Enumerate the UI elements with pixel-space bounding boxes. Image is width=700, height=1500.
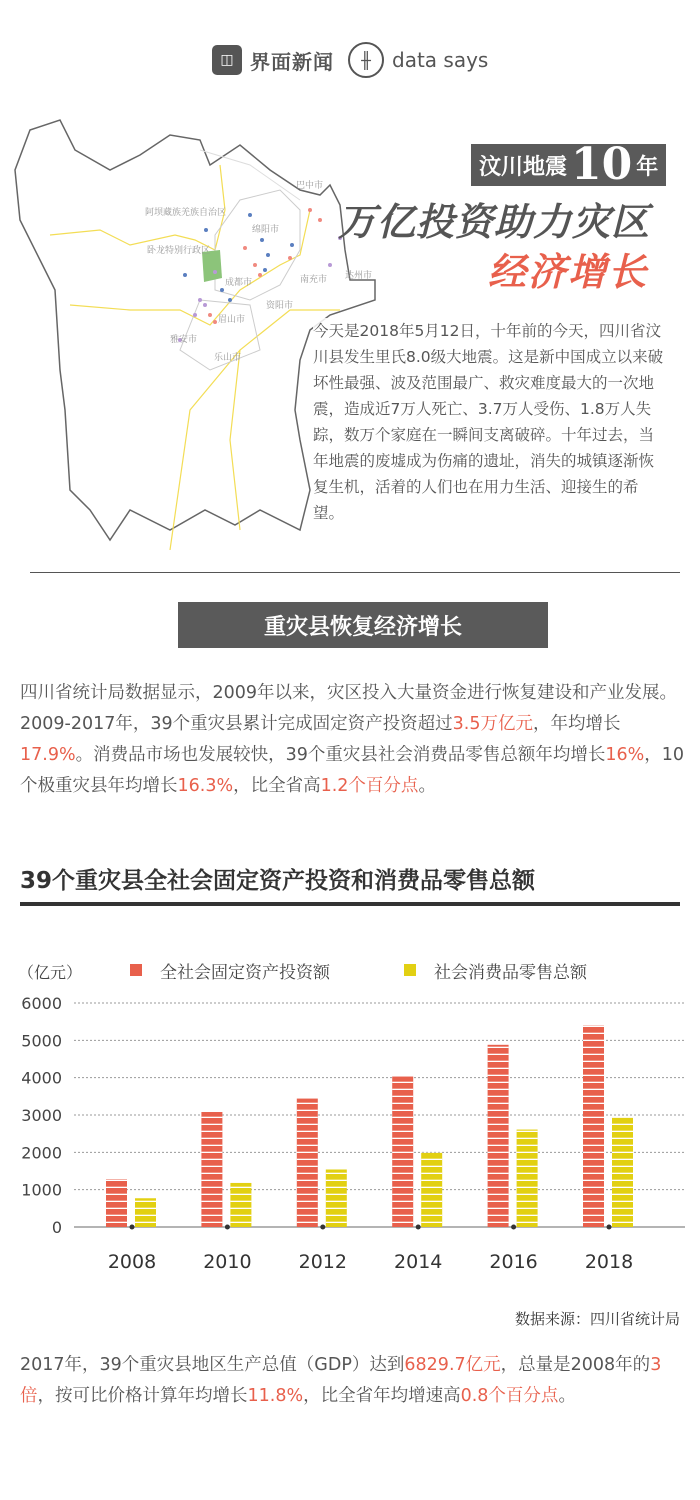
bar-stripe (135, 1198, 156, 1227)
map-label: 眉山市 (218, 315, 246, 325)
x-tick-label: 2008 (107, 1251, 157, 1273)
bar-stripe (421, 1153, 442, 1227)
axis-tick-dot (607, 1225, 612, 1230)
x-tick-label: 2018 (584, 1251, 634, 1273)
map-label: 巴中市 (296, 181, 324, 191)
legend-label: 社会消费品零售总额 (434, 963, 587, 983)
x-tick-label: 2016 (489, 1251, 538, 1273)
data-source: 数据来源：四川省统计局 (514, 1310, 680, 1328)
bar-stripe (488, 1045, 509, 1227)
map-label: 资阳市 (266, 301, 294, 311)
data-says-logo-icon: ╫ (348, 42, 384, 78)
bar-stripe (297, 1099, 318, 1227)
bar-stripe (326, 1170, 347, 1227)
jiemian-logo-icon: ◫ (212, 45, 242, 75)
divider (30, 572, 680, 573)
bar-stripe (517, 1130, 538, 1227)
axis-tick-dot (320, 1225, 325, 1230)
body-paragraph: 2017年，39个重灾县地区生产总值（GDP）达到6829.7亿元，总量是2008年的3倍，按可比价格计算年均增长11.8%，比全省年均增速高0.8个百分点。 (20, 1355, 662, 1406)
map-label: 成都市 (225, 278, 253, 288)
y-tick-label: 4000 (21, 1068, 62, 1088)
legend-swatch-retail (404, 964, 416, 976)
bar-stripe (392, 1077, 413, 1227)
axis-tick-dot (130, 1225, 135, 1230)
x-tick-label: 2012 (298, 1251, 347, 1273)
headline: 万亿投资助力灾区 (338, 200, 651, 244)
chart-title-underline (20, 902, 680, 906)
anniversary-tag (471, 139, 666, 190)
brand-name-en: data says (392, 48, 489, 72)
brand-header (212, 42, 488, 78)
map-label: 卧龙特别行政区 (147, 246, 211, 256)
x-tick-label: 2010 (203, 1251, 252, 1273)
bar-stripe (106, 1179, 127, 1227)
tag-text-year: 年 (636, 154, 659, 180)
map-label: 阿坝藏族羌族自治区 (145, 208, 227, 218)
axis-tick-dot (225, 1225, 230, 1230)
bar-stripe (612, 1117, 633, 1227)
y-tick-label: 6000 (21, 994, 62, 1013)
y-unit-label: （亿元） (18, 963, 83, 982)
y-tick-label: 1000 (21, 1180, 62, 1200)
brand-name-cn: 界面新闻 (250, 49, 334, 74)
map-label: 绵阳市 (252, 225, 280, 235)
legend-label: 全社会固定资产投资额 (160, 963, 330, 983)
axis-tick-dot (416, 1225, 421, 1230)
y-tick-label: 3000 (21, 1106, 62, 1125)
map-label: 南充市 (300, 275, 328, 285)
x-tick-label: 2014 (394, 1251, 443, 1273)
tag-number: 10 (571, 139, 633, 190)
legend-swatch-investment (130, 964, 142, 976)
map-label: 达州市 (345, 271, 373, 281)
y-tick-label: 5000 (21, 1031, 62, 1051)
intro-paragraph: 今天是2018年5月12日，十年前的今天，四川省汶川县发生里氏8.0级大地震。这是新中国成立以来破坏性最强、波及范围最广、救灾难度最大的一次地震，造成近7万人死亡、3.7万人受伤、1.8万人失踪，数万个家庭在一瞬间支离破碎。十年过去，当年地震的废墟成为伤痛的遗址，消失的城镇逐渐恢复生机，活着的人们也在用力生活、迎接生的希望。 (313, 318, 669, 526)
chart-title: 39个重灾县全社会固定资产投资和消费品零售总额 (20, 868, 536, 894)
y-tick-label: 2000 (21, 1143, 62, 1163)
bar-stripe (583, 1025, 604, 1227)
section-title: 重灾县恢复经济增长 (178, 602, 548, 648)
map-label: 乐山市 (214, 353, 242, 363)
axis-tick-dot (511, 1225, 516, 1230)
bar-stripe (230, 1183, 251, 1227)
bar-chart (0, 950, 700, 1290)
headline-highlight: 经济增长 (488, 250, 649, 294)
tag-text: 汶川地震 (479, 154, 568, 180)
bar-stripe (201, 1112, 222, 1227)
y-tick-label: 0 (51, 1218, 62, 1237)
map-label: 雅安市 (170, 335, 198, 345)
body-paragraph: 四川省统计局数据显示，2009年以来，灾区投入大量资金进行恢复建设和产业发展。2009-2017年，39个重灾县累计完成固定资产投资超过3.5万亿元，年均增长17.9%。消费品市场也发展较快，39个重灾县社会消费品零售总额年均增长16%，10个极重灾县年均增长16.3%，比全省高1.2个百分点。 (20, 683, 685, 796)
